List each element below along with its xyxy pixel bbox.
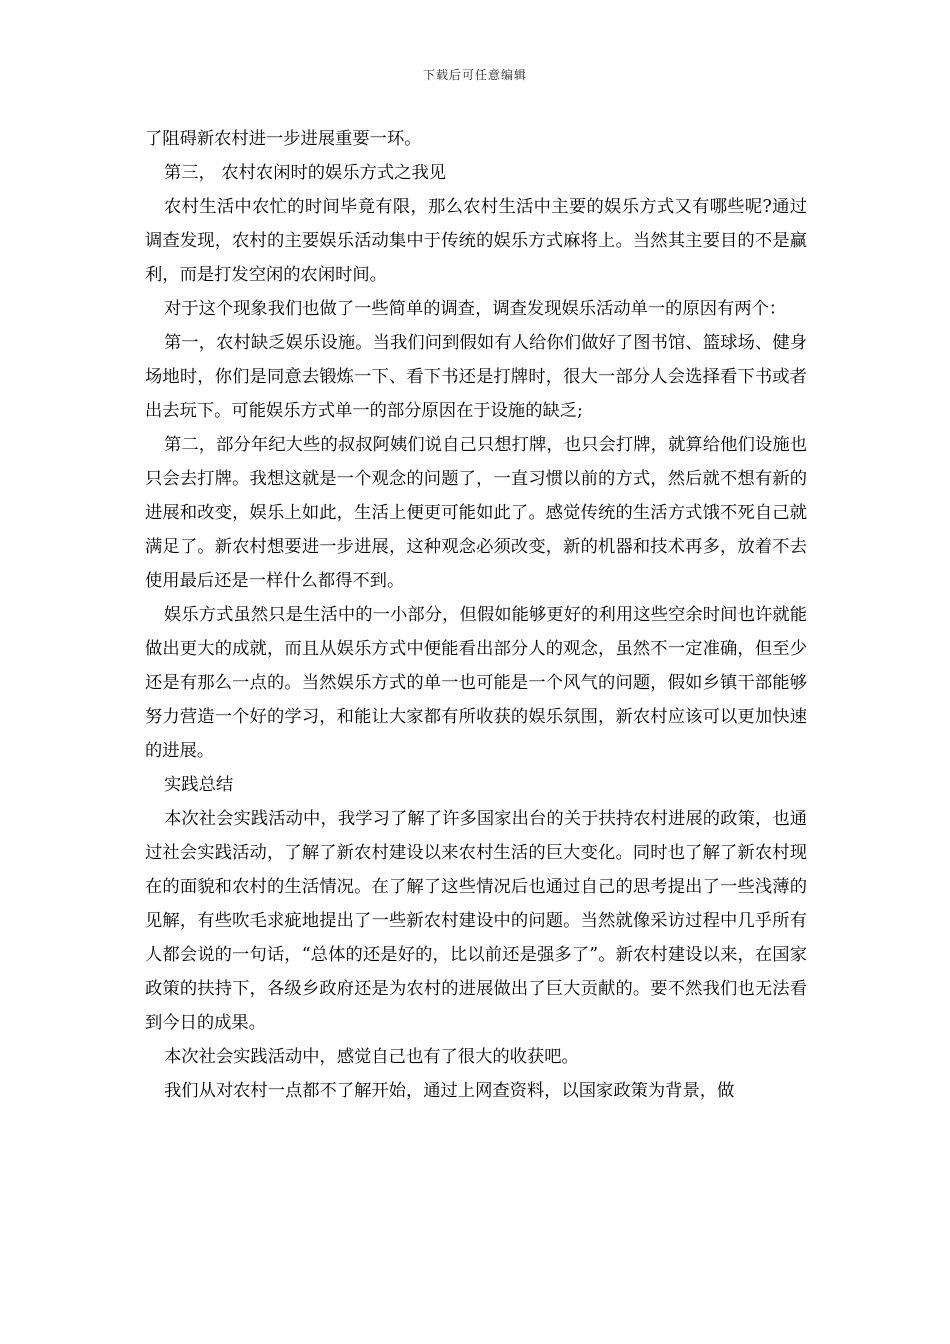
page-header: 下载后可任意编辑 xyxy=(422,68,527,82)
paragraph-5: 第一，农村缺乏娱乐设施。当我们问到假如有人给你们做好了图书馆、篮球场、健身场地时，你们是同意去锻炼一下、看下书还是打牌时，很大一部分人会选择看下书或者出去玩下。可能娱乐方式单一的部分原因在于设施的缺乏; xyxy=(145,333,807,421)
paragraph-4: 对于这个现象我们也做了一些简单的调查，调查发现娱乐活动单一的原因有两个： xyxy=(164,299,787,319)
paragraph-9: 本次社会实践活动中，我学习了解了许多国家出台的关于扶持农村进展的政策，也通过社会实践活动，了解了新农村建设以来农村生活的巨大变化。同时也了解了新农村现在的面貌和农村的生活情况。在了解了这些情况后也通过自己的思考提出了一些浅薄的见解，有些吹毛求疵地提出了一些新农村建设中的问题。当然就像采访过程中几乎所有人都会说的一句话，“总体的还是好的，比以前还是强多了”。新农村建设以来，在国家政策的扶持下，各级乡政府还是为农村的进展做出了巨大贡献的。要不然我们也无法看到今日的成果。 xyxy=(145,809,807,1033)
paragraph-7: 娱乐方式虽然只是生活中的一小部分，但假如能够更好的利用这些空余时间也许就能做出更大的成就，而且从娱乐方式中便能看出部分人的观念，虽然不一定准确，但至少还是有那么一点的。当然娱乐方式的单一也可能是一个风气的问题，假如乡镇干部能够努力营造一个好的学习，和能让大家都有所收获的娱乐氛围，新农村应该可以更加快速的进展。 xyxy=(145,605,807,761)
document-body xyxy=(145,122,807,1108)
paragraph-1: 了阻碍新农村进一步进展重要一环。 xyxy=(145,129,422,149)
paragraph-10: 本次社会实践活动中，感觉自己也有了很大的收获吧。 xyxy=(164,1047,579,1067)
paragraph-6: 第二，部分年纪大些的叔叔阿姨们说自己只想打牌，也只会打牌，就算给他们设施也只会去打牌。我想这就是一个观念的问题了，一直习惯以前的方式，然后就不想有新的进展和改变，娱乐上如此，生活上便更可能如此了。感觉传统的生活方式饿不死自己就满足了。新农村想要进一步进展，这种观念必须改变，新的机器和技术再多，放着不去使用最后还是一样什么都得不到。 xyxy=(145,435,807,591)
paragraph-3: 农村生活中农忙的时间毕竟有限，那么农村生活中主要的娱乐方式又有哪些呢?通过调查发现，农村的主要娱乐活动集中于传统的娱乐方式麻将上。当然其主要目的不是赢利，而是打发空闲的农闲时间。 xyxy=(145,197,807,285)
section-heading-summary: 实践总结 xyxy=(164,775,234,795)
paragraph-11: 我们从对农村一点都不了解开始，通过上网查资料，以国家政策为背景，做 xyxy=(164,1081,735,1101)
section-heading-third: 第三， 农村农闲时的娱乐方式之我见 xyxy=(164,163,447,183)
